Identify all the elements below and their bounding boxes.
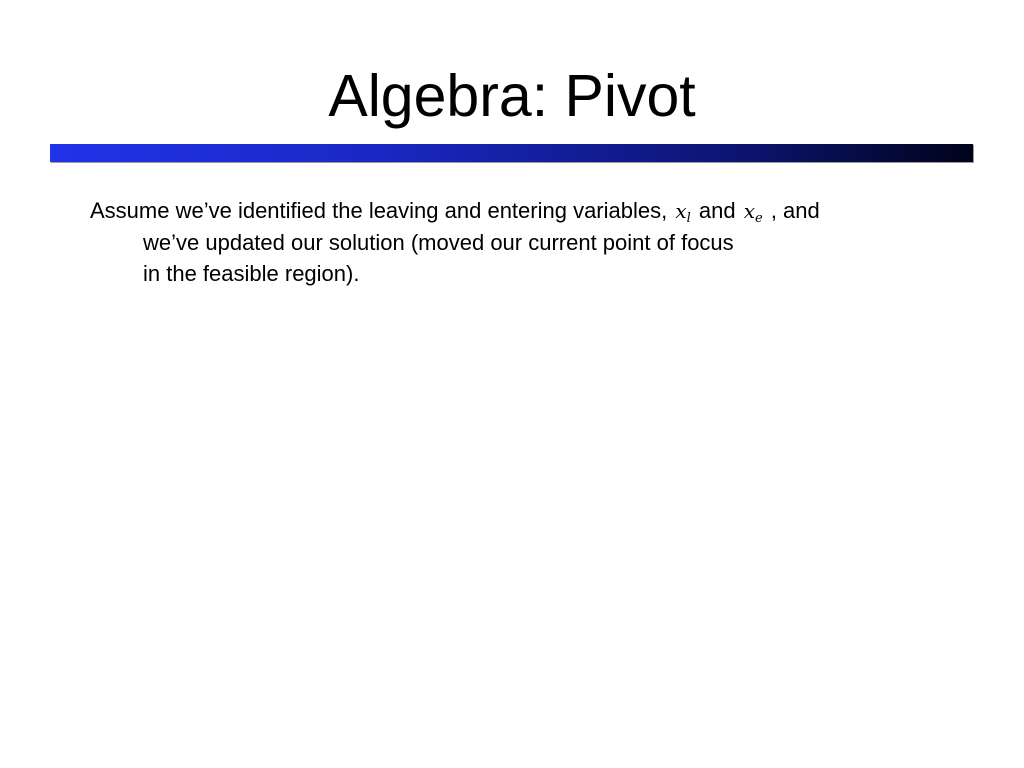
body-text-fragment: and (692, 198, 742, 223)
entering-variable-subscript: e (755, 211, 763, 226)
slide-body (90, 195, 970, 289)
body-text-fragment: Assume we’ve identified the leaving and entering variables, (90, 198, 674, 223)
body-line-1 (90, 195, 970, 227)
title-divider-bar (50, 144, 973, 162)
entering-variable-base: x (743, 199, 756, 223)
leaving-variable-subscript: l (686, 211, 691, 226)
body-text-fragment: , and (764, 198, 820, 223)
body-line-2: we’ve updated our solution (moved our current point of focus (143, 230, 734, 255)
body-line-3: in the feasible region). (143, 261, 360, 286)
leaving-variable (673, 199, 692, 226)
leaving-variable-base: x (675, 199, 687, 223)
slide-title: Algebra: Pivot (328, 63, 696, 129)
entering-variable (742, 199, 765, 226)
